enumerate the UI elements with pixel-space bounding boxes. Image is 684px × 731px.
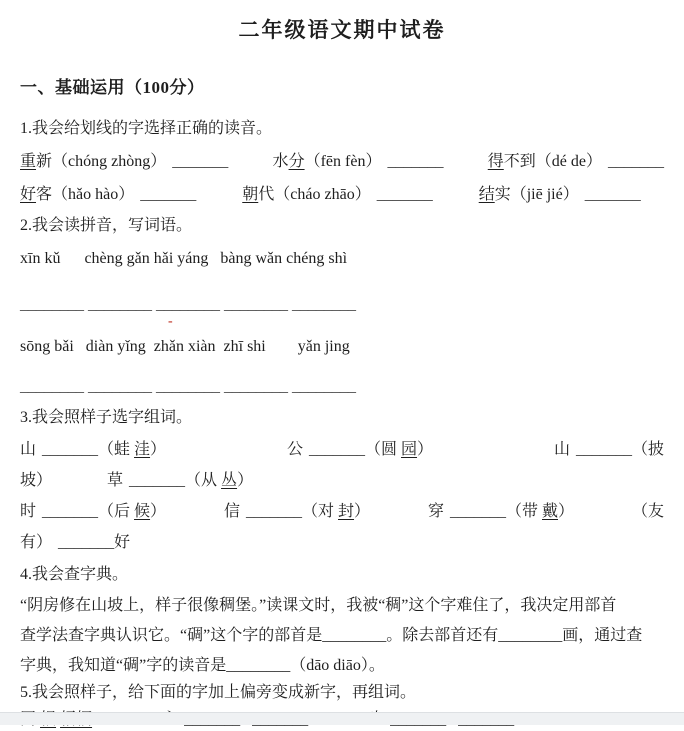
q4-prompt: 4.我会查字典。 <box>20 566 129 583</box>
q4-paragraph <box>20 591 664 681</box>
choice-open: （披 <box>631 441 664 458</box>
choice-close: ） <box>150 503 167 520</box>
choice-close: ） <box>558 503 575 520</box>
answer-blank: _______ <box>42 441 99 458</box>
answer-blank: _______ <box>42 503 99 520</box>
tail-char: 好 <box>114 534 131 551</box>
q1-item-1 <box>20 151 228 173</box>
q2-prompt: 2.我会读拼音，写词语。 <box>20 217 193 234</box>
q3-item-3-continued <box>20 470 52 492</box>
reading-options: （jiē jié） <box>510 186 579 203</box>
q3-line-2 <box>20 470 664 492</box>
page-title: 二年级语文期中试卷 <box>238 18 446 42</box>
q3-prompt: 3.我会照样子选字组词。 <box>20 409 193 426</box>
word-underlined: 分 <box>288 153 305 170</box>
q2-pinyin-line-1: xīn kǔ chèng gǎn hǎi yáng bàng wǎn chéng shì <box>20 250 348 267</box>
q3-item-7 <box>428 501 574 523</box>
q5-prompt: 5.我会照样子，给下面的字加上偏旁变成新字，再组词。 <box>20 684 417 701</box>
q2-pinyin-line-2: sōng bǎi diàn yǐng zhǎn xiàn zhī shi yǎn jing <box>20 338 350 355</box>
stem-char: 山 <box>20 441 37 458</box>
choice-close: 有） <box>20 534 53 551</box>
q3-item-5 <box>20 501 166 523</box>
q3-item-1 <box>20 439 166 461</box>
q1-row-2 <box>20 184 664 206</box>
choice-underlined: 园 <box>401 441 418 458</box>
q3-item-8-continued <box>20 532 130 554</box>
word-underlined: 重 <box>20 153 37 170</box>
choice-underlined: 丛 <box>221 472 238 489</box>
stem-char: 信 <box>223 503 240 520</box>
q4-paragraph-line-2: 查学法查字典认识它。“碉”这个字的部首是________。除去部首还有________画，通过查 <box>20 627 643 644</box>
stem-char: 草 <box>107 472 124 489</box>
reading-options: （fēn fèn） <box>304 153 382 170</box>
answer-blank: _______ <box>172 153 229 170</box>
answer-blank: _______ <box>608 153 664 170</box>
q3-item-4 <box>107 470 253 492</box>
answer-blank: _______ <box>575 441 632 458</box>
choice-close: ） <box>417 441 434 458</box>
word-plain: 水 <box>272 153 289 170</box>
answer-blank: _______ <box>584 186 641 203</box>
q3-line-4 <box>20 532 664 554</box>
word-plain: 客 <box>36 186 53 203</box>
word-underlined: 好 <box>20 186 37 203</box>
reading-options: （dé de） <box>535 153 602 170</box>
choice-open: （蛙 <box>98 441 135 458</box>
choice-open: （带 <box>505 503 542 520</box>
word-plain: 新 <box>36 153 53 170</box>
stem-char: 穿 <box>427 503 444 520</box>
stem-char: 时 <box>20 503 37 520</box>
q3-item-3 <box>554 439 664 461</box>
answer-blank: _______ <box>129 472 186 489</box>
word-underlined: 朝 <box>242 186 259 203</box>
word-plain: 不到 <box>503 153 536 170</box>
choice-open: （圆 <box>365 441 402 458</box>
choice-open: （从 <box>185 472 222 489</box>
q3-item-6 <box>224 501 370 523</box>
choice-close: ） <box>150 441 167 458</box>
answer-blank: _______ <box>387 153 444 170</box>
q1-item-2 <box>273 151 444 173</box>
choice-underlined: 封 <box>338 503 355 520</box>
choice-underlined: 候 <box>134 503 151 520</box>
q1-row-1 <box>20 151 664 173</box>
choice-open: （后 <box>98 503 135 520</box>
q1-prompt: 1.我会给划线的字选择正确的读音。 <box>20 120 273 137</box>
q3-line-1 <box>20 439 664 461</box>
answer-blank: _______ <box>140 186 197 203</box>
choice-underlined: 戴 <box>542 503 559 520</box>
reading-options: （hǎo hào） <box>52 186 135 203</box>
stem-char: 公 <box>286 441 303 458</box>
q3-item-2 <box>287 439 433 461</box>
q4-paragraph-line-1: “阴房修在山坡上，样子很像稠堡。”读课文时，我被“稠”这个字难住了，我决定用部首 <box>20 597 617 614</box>
section-heading: 一、基础运用（100分） <box>20 78 205 97</box>
answer-blank: _______ <box>309 441 365 458</box>
q1-item-3 <box>488 151 664 173</box>
stray-red-mark: - <box>168 314 173 329</box>
word-underlined: 结 <box>478 186 495 203</box>
word-plain: 代 <box>258 186 275 203</box>
word-underlined: 得 <box>487 153 504 170</box>
q2-blanks-line-2 <box>20 376 664 398</box>
reading-options: （chóng zhòng） <box>52 153 167 170</box>
choice-close: ） <box>354 503 371 520</box>
answer-blanks: ________ ________ ________ ________ ________ <box>20 296 356 313</box>
choice-close: ） <box>237 472 254 489</box>
stem-char: 山 <box>553 441 570 458</box>
q1-item-6 <box>479 184 641 206</box>
choice-open: （对 <box>302 503 339 520</box>
choice-open: （友 <box>631 503 664 520</box>
word-plain: 实 <box>494 186 511 203</box>
answer-blank: _______ <box>58 534 115 551</box>
answer-blanks: ________ ________ ________ ________ ________ <box>20 378 356 395</box>
page-bottom-edge <box>0 712 684 725</box>
choice-close: 坡） <box>20 472 53 489</box>
q3-item-8-open <box>632 501 664 523</box>
q3-line-3 <box>20 501 664 523</box>
answer-blank: _______ <box>376 186 433 203</box>
reading-options: （cháo zhāo） <box>274 186 371 203</box>
answer-blank: _______ <box>246 503 302 520</box>
q2-blanks-line-1 <box>20 294 664 329</box>
answer-blank: _______ <box>449 503 506 520</box>
q1-item-5 <box>242 184 432 206</box>
q1-item-4 <box>20 184 196 206</box>
choice-underlined: 洼 <box>134 441 151 458</box>
q4-paragraph-line-3: 字典，我知道“碉”字的读音是________（dāo diāo）。 <box>20 657 385 674</box>
